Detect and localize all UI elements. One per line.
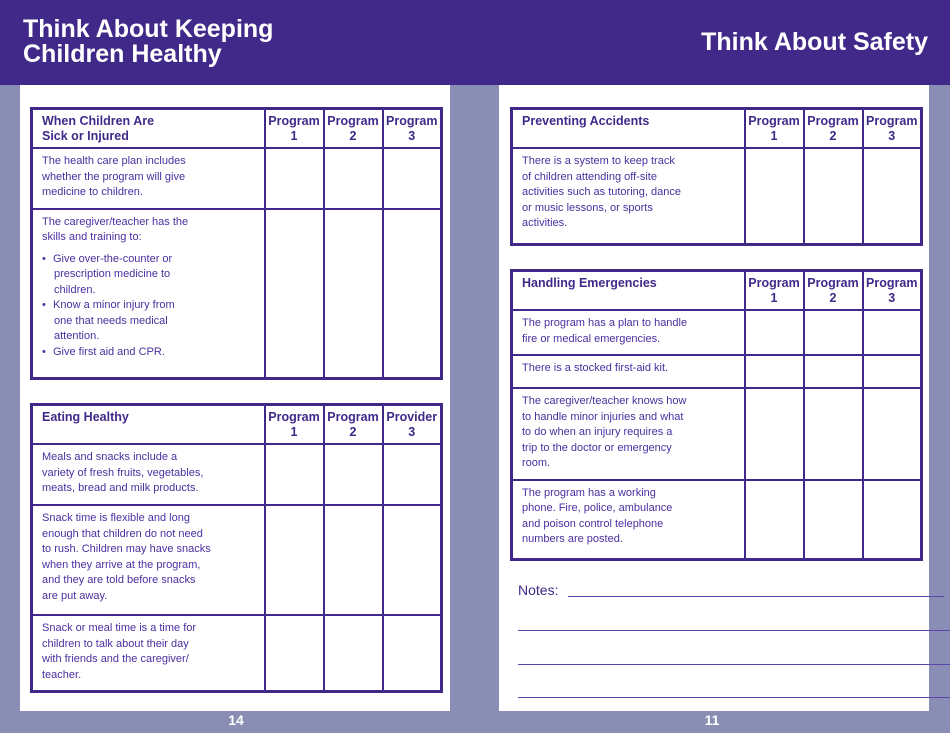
table-topic-header (512, 109, 745, 149)
text-line: to handle minor injuries and what (522, 410, 684, 423)
checkbox-cell-provider-3[interactable] (383, 444, 442, 505)
notes-writing-line[interactable] (518, 630, 950, 631)
table-sick-or-injured (30, 107, 443, 380)
checkbox-cell-program-3[interactable] (863, 355, 922, 388)
topic-line: Eating Healthy (42, 410, 129, 424)
col-label: Program (866, 276, 918, 290)
column-header-program-1 (265, 109, 324, 149)
text-line: Meals and snacks include a (42, 451, 178, 463)
text-line: attention. (54, 330, 100, 342)
col-label: Program (748, 114, 800, 128)
col-number: 1 (290, 425, 298, 439)
col-label: Program (807, 114, 859, 128)
table-header-row (512, 109, 922, 149)
topic-line: When Children Are (42, 114, 155, 128)
text-line: enough that children do not need (42, 527, 203, 540)
text-line: There is a stocked first-aid kit. (522, 362, 669, 374)
col-label: Program (748, 276, 800, 290)
text-line: meats, bread and milk products. (42, 482, 199, 494)
table-handling-emergencies (510, 269, 923, 561)
checkbox-cell-program-1[interactable] (745, 480, 804, 560)
checklist-item-text (512, 388, 745, 480)
left-page-title (23, 17, 273, 67)
checkbox-cell-program-2[interactable] (804, 480, 863, 560)
checklist-item-text (32, 615, 265, 692)
table-row (32, 148, 442, 209)
checklist-item-text (512, 148, 745, 244)
skills-bullet-list (42, 252, 255, 361)
text-line: when they arrive at the program, (42, 558, 201, 571)
col-number: 3 (408, 129, 416, 143)
text-line: whether the program will give (42, 170, 186, 183)
col-number: 2 (829, 291, 837, 305)
column-header-provider-3 (383, 405, 442, 445)
text-line: to rush. Children may have snacks (42, 543, 211, 555)
checkbox-cell-program-3[interactable] (863, 388, 922, 480)
table-row (512, 355, 922, 388)
checkbox-cell-provider-3[interactable] (383, 615, 442, 692)
text-line: one that needs medical (54, 314, 168, 327)
checklist-item-text (32, 505, 265, 615)
right-page-title: Think About Safety (701, 28, 928, 56)
text-line: or music lessons, or sports (522, 201, 653, 214)
checklist-item-text (512, 310, 745, 355)
checkbox-cell-program-1[interactable] (265, 444, 324, 505)
table-topic-header (32, 405, 265, 445)
text-line: activities. (522, 217, 568, 229)
checkbox-cell-provider-3[interactable] (383, 505, 442, 615)
text-line: phone. Fire, police, ambulance (522, 502, 673, 514)
text-line: There is a system to keep track (522, 155, 675, 167)
checklist-item-text (512, 480, 745, 560)
table-row (512, 310, 922, 355)
text-line: are put away. (42, 589, 108, 602)
col-label: Program (268, 410, 320, 424)
checkbox-cell-program-1[interactable] (265, 148, 324, 209)
table-row (512, 388, 922, 480)
table-row (32, 615, 442, 692)
checklist-item-text (32, 444, 265, 505)
notes-writing-line[interactable] (568, 596, 944, 597)
checkbox-cell-program-2[interactable] (324, 615, 383, 692)
text-line: teacher. (42, 668, 82, 681)
text-line: skills and training to: (42, 231, 142, 243)
text-line: prescription medicine to (54, 268, 171, 280)
text-line: with friends and the caregiver/ (42, 653, 189, 665)
page-number-right: 11 (704, 712, 720, 728)
column-header-program-2 (324, 109, 383, 149)
table-topic-header (512, 271, 745, 311)
checkbox-cell-program-2[interactable] (324, 505, 383, 615)
text-line: The program has a plan to handle (522, 317, 688, 329)
text-line: and they are told before snacks (42, 574, 196, 586)
text-line: Snack or meal time is a time for (42, 622, 197, 634)
bullet-item (42, 252, 255, 299)
text-line: variety of fresh fruits, vegetables, (42, 466, 204, 479)
checkbox-cell-program-1[interactable] (265, 615, 324, 692)
table-row (512, 480, 922, 560)
col-label: Program (327, 410, 379, 424)
text-line: fire or medical emergencies. (522, 332, 661, 345)
col-number: 3 (888, 129, 896, 143)
checkbox-cell-program-2[interactable] (324, 444, 383, 505)
column-header-program-2 (804, 271, 863, 311)
checkbox-cell-program-3[interactable] (383, 148, 442, 209)
col-number: 1 (290, 129, 298, 143)
topic-line: Preventing Accidents (522, 114, 650, 128)
text-line: • Know a minor injury from (53, 299, 175, 311)
bullet-item (42, 298, 255, 345)
col-label: Program (327, 114, 379, 128)
table-eating-healthy (30, 403, 443, 693)
checkbox-cell-program-1[interactable] (265, 209, 324, 379)
column-header-program-2 (324, 405, 383, 445)
col-number: 1 (770, 291, 778, 305)
col-number: 3 (408, 425, 416, 439)
checklist-item-text (512, 355, 745, 388)
table-topic-header (32, 109, 265, 149)
text-line: The health care plan includes (42, 155, 186, 167)
checklist-item-text (32, 209, 265, 379)
checkbox-cell-program-1[interactable] (745, 148, 804, 244)
checkbox-cell-program-2[interactable] (804, 148, 863, 244)
text-line: • Give first aid and CPR. (53, 345, 165, 358)
text-line: The caregiver/teacher knows how (522, 395, 687, 407)
table-row (32, 444, 442, 505)
col-label: Program (268, 114, 320, 128)
title-line-1: Think About Keeping (23, 15, 274, 43)
text-line: children. (54, 283, 96, 296)
page-number-left: 14 (228, 712, 244, 728)
text-line: trip to the doctor or emergency (522, 441, 672, 454)
checkbox-cell-program-3[interactable] (863, 480, 922, 560)
text-line: activities such as tutoring, dance (522, 186, 681, 198)
column-header-program-1 (745, 271, 804, 311)
table-header-row (32, 405, 442, 445)
text-line: Snack time is flexible and long (42, 512, 190, 524)
table-preventing-accidents (510, 107, 923, 246)
col-number: 3 (888, 291, 896, 305)
col-label: Program (386, 114, 438, 128)
checkbox-cell-program-2[interactable] (324, 148, 383, 209)
topic-line: Sick or Injured (42, 129, 129, 143)
column-header-program-1 (745, 109, 804, 149)
notes-writing-line[interactable] (518, 697, 950, 698)
column-header-program-2 (804, 109, 863, 149)
checkbox-cell-program-2[interactable] (804, 310, 863, 355)
checkbox-cell-program-3[interactable] (863, 148, 922, 244)
text-line: The program has a working (522, 486, 656, 499)
table-row (32, 505, 442, 615)
checkbox-cell-program-1[interactable] (745, 388, 804, 480)
column-header-program-1 (265, 405, 324, 445)
title-line-2: Children Healthy (23, 40, 222, 68)
table-header-row (32, 109, 442, 149)
notes-writing-line[interactable] (518, 664, 950, 665)
notes-label: Notes: (518, 582, 559, 598)
table-header-row (512, 271, 922, 311)
checkbox-cell-program-1[interactable] (265, 505, 324, 615)
topic-line: Handling Emergencies (522, 276, 657, 290)
text-line: numbers are posted. (522, 533, 623, 545)
checkbox-cell-program-1[interactable] (745, 310, 804, 355)
text-line: children to talk about their day (42, 637, 189, 650)
checkbox-cell-program-2[interactable] (804, 355, 863, 388)
text-line: • Give over-the-counter or (53, 252, 173, 265)
col-label: Program (807, 276, 859, 290)
table-row (512, 148, 922, 244)
checkbox-cell-program-3[interactable] (383, 209, 442, 379)
checklist-item-text (32, 148, 265, 209)
column-header-program-3 (383, 109, 442, 149)
text-line: of children attending off-site (522, 170, 657, 183)
table-row (32, 209, 442, 379)
checkbox-cell-program-3[interactable] (863, 310, 922, 355)
bullet-item (42, 345, 255, 361)
col-number: 1 (770, 129, 778, 143)
col-number: 2 (349, 129, 357, 143)
col-label: Provider (386, 410, 438, 424)
text-line: and poison control telephone (522, 517, 664, 530)
checkbox-cell-program-1[interactable] (745, 355, 804, 388)
col-number: 2 (349, 425, 357, 439)
col-number: 2 (829, 129, 837, 143)
checkbox-cell-program-2[interactable] (324, 209, 383, 379)
text-line: room. (522, 457, 551, 469)
column-header-program-3 (863, 271, 922, 311)
col-label: Program (866, 114, 918, 128)
column-header-program-3 (863, 109, 922, 149)
text-line: medicine to children. (42, 186, 143, 198)
checkbox-cell-program-2[interactable] (804, 388, 863, 480)
text-line: The caregiver/teacher has the (42, 215, 189, 228)
text-line: to do when an injury requires a (522, 426, 673, 438)
